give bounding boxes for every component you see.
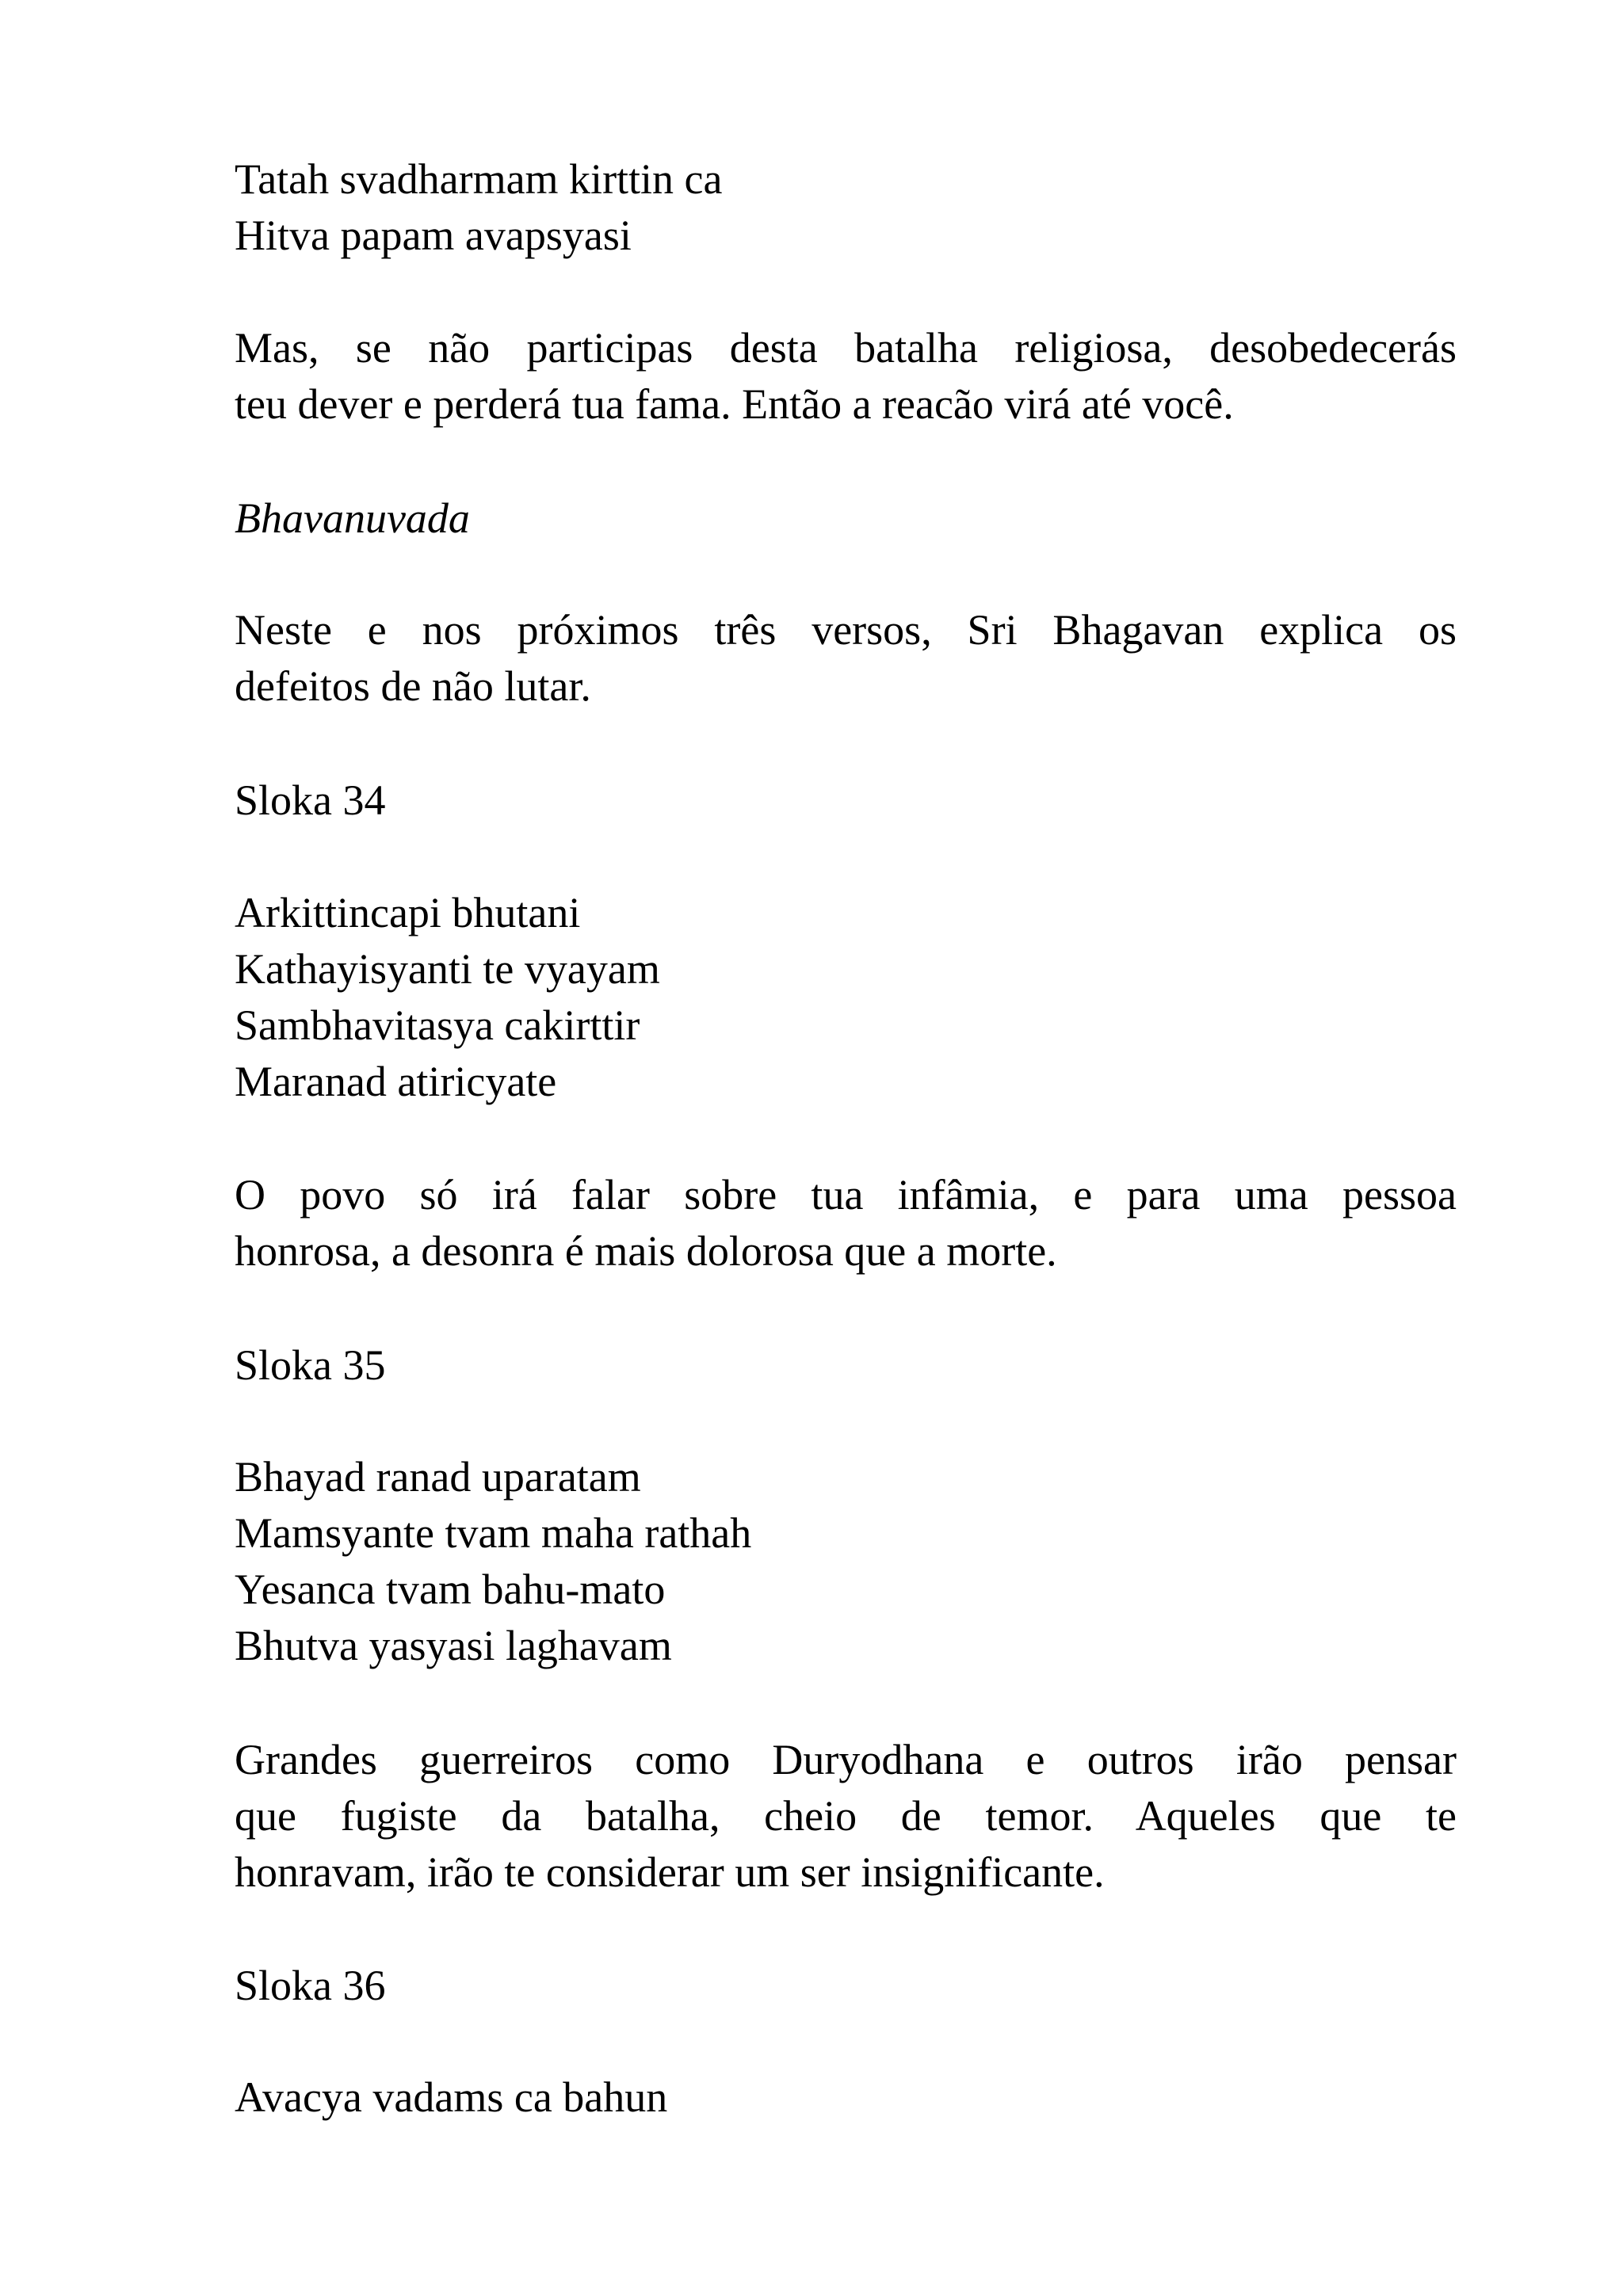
translation-line: O povo só irá falar sobre tua infâmia, e para uma pessoa bbox=[235, 1171, 1457, 1219]
commentary-heading: Bhavanuvada bbox=[235, 494, 470, 542]
verse-line: Hitva papam avapsyasi bbox=[235, 212, 632, 259]
sloka-34-verse bbox=[235, 885, 1457, 1110]
translation-33 bbox=[235, 320, 1457, 433]
commentary-line: Neste e nos próximos três versos, Sri Bhagavan explica os bbox=[235, 606, 1457, 654]
verse-line: Yesanca tvam bahu-mato bbox=[235, 1566, 666, 1613]
verse-line: Sambhavitasya cakirttir bbox=[235, 1001, 640, 1049]
sloka-36-verse bbox=[235, 2069, 1457, 2126]
sloka-36-heading: Sloka 36 bbox=[235, 1962, 386, 2009]
verse-line: Arkittincapi bhutani bbox=[235, 889, 581, 936]
commentary-paragraph bbox=[235, 602, 1457, 715]
sloka-35-verse bbox=[235, 1449, 1457, 1674]
commentary-line: defeitos de não lutar. bbox=[235, 662, 591, 710]
verse-line: Bhutva yasyasi laghavam bbox=[235, 1622, 672, 1669]
translation-line: Grandes guerreiros como Duryodhana e outros irão pensar bbox=[235, 1736, 1457, 1783]
verse-line: Maranad atiricyate bbox=[235, 1058, 557, 1105]
verse-line: Bhayad ranad uparatam bbox=[235, 1453, 641, 1501]
translation-line: que fugiste da batalha, cheio de temor. Aqueles que te bbox=[235, 1792, 1457, 1840]
verse-line: Tatah svadharmam kirttin ca bbox=[235, 155, 723, 203]
translation-line: Mas, se não participas desta batalha religiosa, desobedecerás bbox=[235, 324, 1457, 372]
translation-line: honrosa, a desonra é mais dolorosa que a morte. bbox=[235, 1227, 1057, 1275]
translation-line: teu dever e perderá tua fama. Então a reacão virá até você. bbox=[235, 380, 1234, 428]
verse-33-ending bbox=[235, 151, 1457, 264]
translation-line: honravam, irão te considerar um ser insignificante. bbox=[235, 1848, 1105, 1896]
sloka-34-translation bbox=[235, 1167, 1457, 1280]
sloka-35-heading: Sloka 35 bbox=[235, 1341, 386, 1389]
verse-line: Kathayisyanti te vyayam bbox=[235, 945, 660, 993]
sloka-34-heading: Sloka 34 bbox=[235, 776, 386, 824]
sloka-35-translation bbox=[235, 1732, 1457, 1901]
verse-line: Mamsyante tvam maha rathah bbox=[235, 1509, 752, 1557]
verse-line: Avacya vadams ca bahun bbox=[235, 2073, 668, 2121]
